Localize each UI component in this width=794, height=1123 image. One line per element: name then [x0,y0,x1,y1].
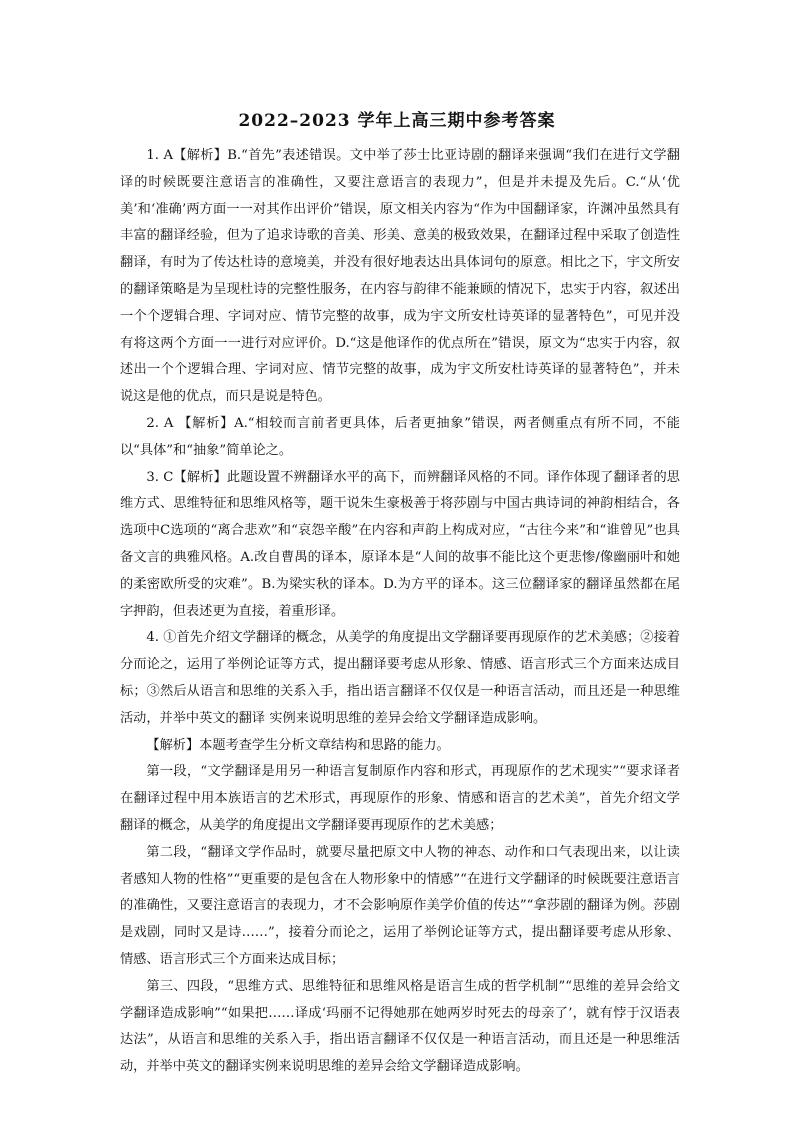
analysis-section-1-paragraph: 第一段，“文学翻译是用另一种语言复制原作内容和形式，再现原作的艺术现实”“要求译者在翻译过程中用本族语言的艺术形式，再现原作的形象、情感和语言的艺术美”，首先介绍文学翻译的概念，从美学的角度提出文学翻译要再现原作的艺术美感； [120,764,680,833]
analysis-section-2-paragraph: 第二段，“翻译文学作品时，就要尽量把原文中人物的神态、动作和口气表现出来，以让读者感知人物的性格”“更重要的是包含在人物形象中的情感”“在进行文学翻译的时候既要注意语言的准确性，又要注意语言的表现力，才不会影响原作美学价值的传达”“拿莎剧的翻译为例。莎剧是戏剧，同时又是诗……”，接着分而论之，运用了举例论证等方式，提出翻译要考虑从形象、情感、语言形式三个方面来达成目标； [120,844,680,967]
answer-3-paragraph: 3. C【解析】此题设置不辨翻译水平的高下，而辨翻译风格的不同。译作体现了翻译者的思维方式、思维特征和思维风格等，题干说朱生豪极善于将莎剧与中国古典诗词的神韵相结合，各选项中C选项的“离合悲欢”和“哀怨辛酸”在内容和声韵上构成对应，“古往今来”和“谁曾见”也具备文言的典雅风格。A.改自曹禺的译本，原译本是“人间的故事不能比这个更悲惨/像幽丽叶和她的柔密欧所受的灾难”。B.为梁实秋的译本。D.为方平的译本。这三位翻译家的翻译虽然都在尾字押韵，但表述更为直接，着重形译。 [120,469,680,619]
answer-2-paragraph: 2. A 【解析】A.“相较而言前者更具体，后者更抽象”错误，两者侧重点有所不同，不能以“具体”和“抽象”简单论之。 [120,415,680,458]
analysis-section-3-4-paragraph: 第三、四段，“思维方式、思维特征和思维风格是语言生成的哲学机制”“思维的差异会给文学翻译造成影响”“如果把……译成‘玛丽不记得她那在她两岁时死去的母亲了’，就有悖于汉语表达法”，从语言和思维的关系入手，指出语言翻译不仅仅是一种语言活动，而且还是一种思维活动，并举中英文的翻译实例来说明思维的差异会给文学翻译造成影响。 [120,978,680,1075]
document-title: 2022–2023 学年上高三期中参考答案 [238,111,556,131]
answer-1-paragraph: 1. A【解析】B.“首先”表述错误。文中举了莎士比亚诗剧的翻译来强调“我们在进行文学翻译的时候既要注意语言的准确性，又要注意语言的表现力”，但是并未提及先后。C.“从‘优美’和‘准确’两方面一一对其作出评价”错误，原文相关内容为“作为中国翻译家，许渊冲虽然具有丰富的翻译经验，但为了追求诗歌的音美、形美、意美的极致效果，在翻译过程中采取了创造性翻译，有时为了传达杜诗的意境美，并没有很好地表达出具体词句的原意。相比之下，宇文所安的翻译策略是为呈现杜诗的完整性服务，在内容与韵律不能兼顾的情况下，忠实于内容，叙述出一个个逻辑合理、字词对应、情节完整的故事，成为宇文所安杜诗英译的显著特色”，可见并没有将这两个方面一一进行对应评价。D.“这是他译作的优点所在”错误，原文为“忠实于内容，叙述出一个个逻辑合理、字词对应、情节完整的故事，成为宇文所安杜诗英译的显著特色”，并未说这是他的优点，而只是说是特色。 [120,148,680,405]
answer-4-paragraph: 4. ①首先介绍文学翻译的概念，从美学的角度提出文学翻译要再现原作的艺术美感；②接着分而论之，运用了举例论证等方式，提出翻译要考虑从形象、情感、语言形式三个方面来达成目标；③然后从语言和思维的关系入手，指出语言翻译不仅仅是一种语言活动，而且还是一种思维活动，并举中英文的翻译 实例来说明思维的差异会给文学翻译造成影响。 [120,630,680,726]
document-body [120,143,680,1081]
analysis-heading-paragraph: 【解析】本题考查学生分析文章结构和思路的能力。 [146,737,450,753]
